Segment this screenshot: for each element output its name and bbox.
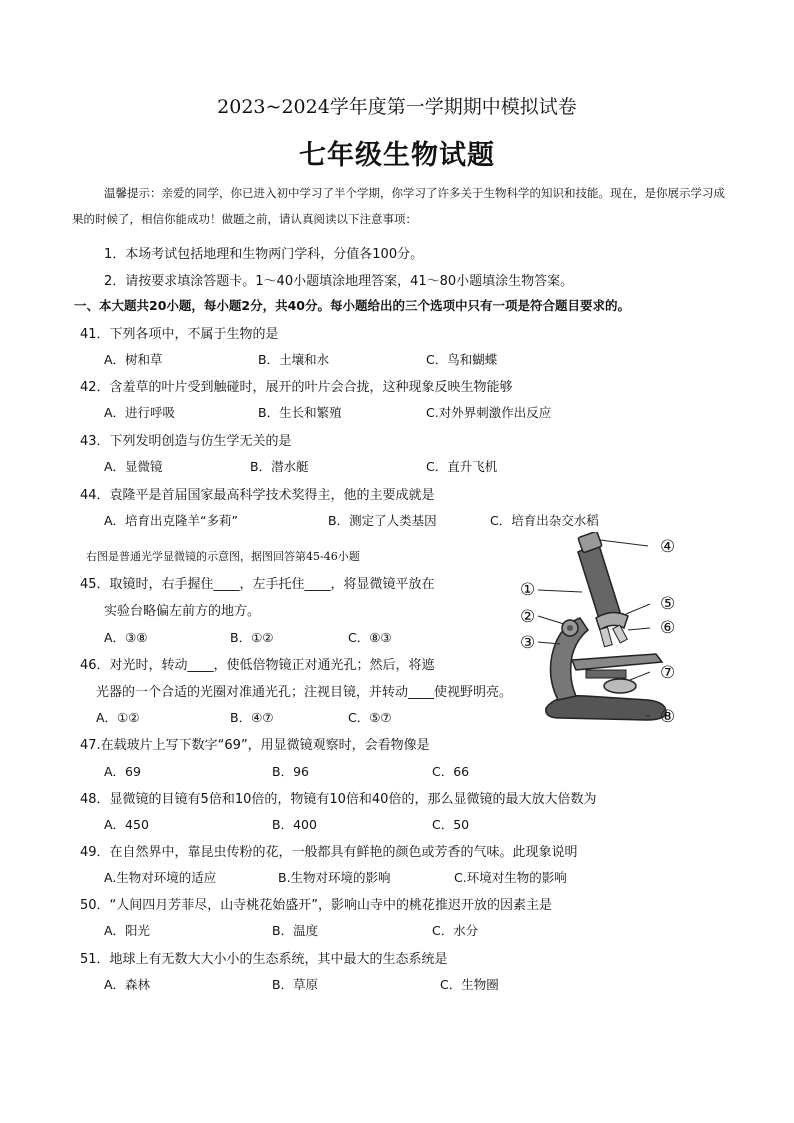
intro-text: 温馨提示：亲爱的同学，你已进入初中学习了半个学期，你学习了许多关于生物科学的知识和技能。现在，是你展示学习成果的时候了，相信你能成功！做题之前，请认真阅读以下注意事项： xyxy=(72,186,725,226)
label-7: ⑦ xyxy=(660,663,676,683)
microscope-figure xyxy=(516,532,692,724)
microscope-nosepiece xyxy=(596,612,628,630)
q47-stem: 47.在载玻片上写下数字“69”，用显微镜观察时，会看物像是 xyxy=(80,738,430,753)
q44-option-c: C．培育出杂交水稻 xyxy=(490,513,599,528)
q49-option-b: B.生物对环境的影响 xyxy=(278,870,391,885)
q41-option-b: B．土壤和水 xyxy=(258,352,330,367)
q50-option-b: B．温度 xyxy=(272,923,319,938)
q42-option-a: A．进行呼吸 xyxy=(104,405,176,420)
label-1: ① xyxy=(520,580,536,600)
q45-stem-line2: 实验台略偏左前方的地方。 xyxy=(104,604,261,619)
q49-option-a: A.生物对环境的适应 xyxy=(104,870,217,885)
label-6: ⑥ xyxy=(660,618,676,638)
q47-option-b: B．96 xyxy=(272,764,309,779)
label-4: ④ xyxy=(660,537,676,557)
microscope-stage xyxy=(572,654,662,670)
microscope-mirror xyxy=(604,679,636,693)
exam-title: 2023~2024学年度第一学期期中模拟试卷 xyxy=(217,96,577,118)
q48-stem: 48．显微镜的目镜有5倍和10倍的，物镜有10倍和40倍的，那么显微镜的最大放大倍数为 xyxy=(80,792,597,807)
q50-option-a: A．阳光 xyxy=(104,923,151,938)
q48-option-a: A．450 xyxy=(104,817,149,832)
section-heading: 一、本大题共20小题，每小题2分，共40分。每小题给出的三个选项中只有一项是符合题目要求的。 xyxy=(74,298,630,313)
q47-option-a: A．69 xyxy=(104,764,141,779)
note-2: 2．请按要求填涂答题卡。1～40小题填涂地理答案，41～80小题填涂生物答案。 xyxy=(104,274,574,289)
q51-stem: 51．地球上有无数大大小小的生态系统，其中最大的生态系统是 xyxy=(80,952,448,967)
q41-option-c: C．鸟和蝴蝶 xyxy=(426,352,498,367)
microscope-condenser xyxy=(586,670,626,678)
microscope-objective-1 xyxy=(600,627,612,646)
q51-option-b: B．草原 xyxy=(272,977,319,992)
q44-option-b: B．测定了人类基因 xyxy=(328,513,437,528)
q49-stem: 49．在自然界中，靠昆虫传粉的花，一般都具有鲜艳的颜色或芳香的气味。此现象说明 xyxy=(80,845,578,860)
q46-stem-line2: 光器的一个合适的光圈对准通光孔；注视目镜，并转动____使视野明亮。 xyxy=(96,685,513,700)
q46-stem-line1: 46．对光时，转动____，使低倍物镜正对通光孔；然后，将遮 xyxy=(80,658,435,673)
q45-option-b: B．①② xyxy=(230,630,274,645)
q47-option-c: C．66 xyxy=(432,764,470,779)
q51-option-c: C．生物圈 xyxy=(440,977,499,992)
label-8: ⑧ xyxy=(660,707,676,724)
q45-option-c: C．⑧③ xyxy=(348,630,392,645)
q41-stem: 41．下列各项中，不属于生物的是 xyxy=(80,327,279,342)
microscope-tube xyxy=(578,542,620,622)
exam-subtitle: 七年级生物试题 xyxy=(299,140,495,171)
q48-option-b: B．400 xyxy=(272,817,317,832)
q42-option-c: C.对外界刺激作出反应 xyxy=(426,405,552,420)
q50-option-c: C．水分 xyxy=(432,923,479,938)
microscope-fine-knob xyxy=(567,625,573,631)
q42-stem: 42．含羞草的叶片受到触碰时，展开的叶片会合拢，这种现象反映生物能够 xyxy=(80,380,513,395)
label-3: ③ xyxy=(520,633,536,653)
q41-option-a: A．树和草 xyxy=(104,352,163,367)
figure-note: 右图是普通光学显微镜的示意图，据图回答第45-46小题 xyxy=(86,550,360,563)
q46-option-b: B．④⑦ xyxy=(230,710,274,725)
note-1: 1．本场考试包括地理和生物两门学科，分值各100分。 xyxy=(104,247,424,262)
q43-option-c: C．直升飞机 xyxy=(426,459,498,474)
q43-option-b: B．潜水艇 xyxy=(250,459,309,474)
microscope-objective-2 xyxy=(613,625,628,643)
q44-stem: 44．袁隆平是首届国家最高科学技术奖得主，他的主要成就是 xyxy=(80,488,435,503)
q44-option-a: A．培育出克隆羊“多莉” xyxy=(104,513,239,528)
q46-option-a: A．①② xyxy=(96,710,140,725)
label-2: ② xyxy=(520,607,536,627)
q42-option-b: B．生长和繁殖 xyxy=(258,405,342,420)
q45-stem-line1: 45．取镜时，右手握住____，左手托住____，将显微镜平放在 xyxy=(80,577,435,592)
q45-option-a: A．③⑧ xyxy=(104,630,148,645)
q43-option-a: A．显微镜 xyxy=(104,459,163,474)
q51-option-a: A．森林 xyxy=(104,977,151,992)
q49-option-c: C.环境对生物的影响 xyxy=(454,870,567,885)
q48-option-c: C．50 xyxy=(432,817,470,832)
q43-stem: 43．下列发明创造与仿生学无关的是 xyxy=(80,434,292,449)
q46-option-c: C．⑤⑦ xyxy=(348,710,392,725)
q50-stem: 50．“人间四月芳菲尽，山寺桃花始盛开”，影响山寺中的桃花推迟开放的因素主是 xyxy=(80,898,553,913)
label-5: ⑤ xyxy=(660,594,676,614)
